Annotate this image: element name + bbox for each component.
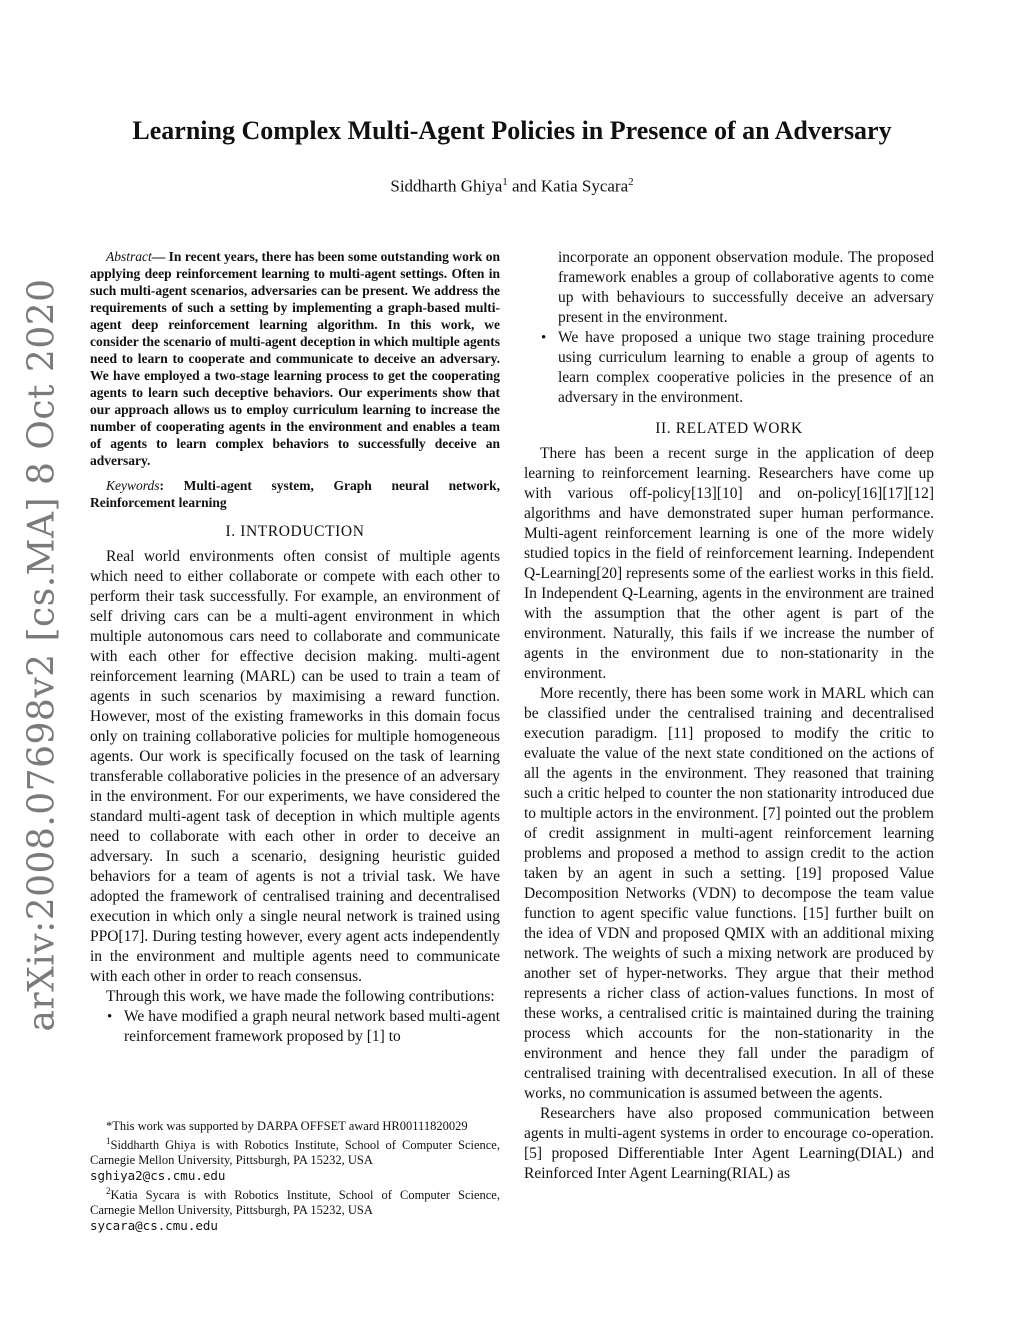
author-2-email: sycara@cs.cmu.edu <box>90 1218 218 1234</box>
author-2-affiliation-mark: 2 <box>628 176 634 188</box>
footnote-1-text: Siddharth Ghiya is with Robotics Institute, School of Computer Science, Carnegie Mellon University, Pittsburgh, PA 15232, USA <box>90 1138 500 1168</box>
contributions-list <box>90 1007 500 1047</box>
arxiv-identifier-stamp <box>12 278 72 1032</box>
contribution-item-2: • We have proposed a unique two stage training procedure using curriculum learning to enable a group of agents to learn complex cooperative policies in the presence of an adversary in the environment. <box>558 328 934 408</box>
abstract-text: — In recent years, there has been some outstanding work on applying deep reinforcement learning to multi-agent settings. Often in such multi-agent scenarios, adversaries can be present. We address the requirements of such a setting by implementing a graph-based multi-agent deep reinforcement learning algorithm. In this work, we consider the scenario of multi-agent deception in which multiple agents need to learn to cooperate and communicate to deceive an adversary. We have employed a two-stage learning process to get the cooperating agents to learn such deceptive behaviors. Our experiments show that our approach allows us to employ curriculum learning to increase the number of cooperating agents in the environment and enables a team of agents to learn complex behaviors to successfully deceive an adversary. <box>90 249 500 468</box>
contributions-list-continued <box>524 328 934 408</box>
arxiv-identifier-text: arXiv:2008.07698v2 [cs.MA] 8 Oct 2020 <box>21 278 63 1032</box>
section-heading-introduction: I. INTRODUCTION <box>225 523 365 540</box>
author-1-name: Siddharth Ghiya <box>390 176 503 196</box>
right-column <box>524 248 934 1184</box>
keywords-text: : Multi-agent system, Graph neural network, Reinforcement learning <box>90 478 500 510</box>
footnote-funding: *This work was supported by DARPA OFFSET award HR00111820029 <box>106 1119 468 1133</box>
left-column <box>90 248 500 1047</box>
intro-paragraph-1: Real world environments often consist of multiple agents which need to either collaborate or compete with each other to perform their task successfully. For example, an environment of self driving cars can be a multi-agent environment in which multiple autonomous cars need to collaborate and communicate with each other for effective decision making. multi-agent reinforcement learning (MARL) can be used to train a team of agents in such scenarios by maximising a reward function. However, most of the existing frameworks in this domain focus only on training collaborative policies for multiple homogeneous agents. Our work is specifically focused on the task of learning transferable collaborative policies in the presence of an adversary in the environment. For our experiments, we have considered the standard multi-agent task of deception in which multiple agents need to collaborate with each other in order to deceive an adversary. In such a scenario, designing heuristic guided behaviors for a team of agents is not a trivial task. We have adopted the framework of centralised training and decentralised execution in which only a single neural network is trained using PPO[17]. During testing however, every agent acts independently in the environment and multiple agents need to communicate with each other in order to reach consensus. <box>90 548 500 985</box>
keywords-label: Keywords <box>106 478 160 493</box>
abstract-label: Abstract <box>106 249 152 264</box>
contribution-item-1-continued: incorporate an opponent observation module. The proposed framework enables a group of collaborative agents to come up with behaviours to successfully deceive an adversary present in the environment. <box>558 249 934 326</box>
author-1-email: sghiya2@cs.cmu.edu <box>90 1168 226 1184</box>
section-heading-related-work: II. RELATED WORK <box>655 420 803 437</box>
keywords <box>90 477 500 511</box>
related-paragraph-3: Researchers have also proposed communication between agents in multi-agent systems in order to encourage co-operation. [5] proposed Differentiable Inter Agent Learning(DIAL) and Reinforced Inter Agent Learning(RIAL) as <box>524 1105 934 1182</box>
contribution-item-1-start: • We have modified a graph neural network based multi-agent reinforcement framework proposed by [1] to <box>124 1007 500 1047</box>
author-2-name: Katia Sycara <box>540 176 629 196</box>
related-paragraph-1: There has been a recent surge in the application of deep learning to reinforcement learning. Researchers have come up with various off-policy[13][10] and on-policy[16][17][12] algorithms and have demonstrated super human performance. Multi-agent reinforcement learning is one of the more widely studied topics in the field of reinforcement learning. Independent Q-Learning[20] represents some of the earliest works in this field. In Independent Q-Learning, agents in the environment are trained with the assumption that the other agent is part of the environment. Naturally, this fails if we increase the number of agents in the environment due to non-stationarity in the environment. <box>524 445 934 682</box>
related-paragraph-2: More recently, there has been some work in MARL which can be classified under the centralised training and decentralised execution paradigm. [11] proposed to modify the critic to evaluate the value of the next state conditioned on the actions of all the agents in the environment. They reasoned that training such a critic helped to counter the non stationarity introduced due to multiple actors in the environment. [7] pointed out the problem of credit assignment in multi-agent reinforcement learning problems and proposed a method to assign credit to the action taken by an agent in such a setting. [19] proposed Value Decomposition Networks (VDN) to decompose the team value function to agent specific value functions. [15] further built on the idea of VDN and proposed QMIX with an additional mixing network. The weights of such a mixing network are produced by another set of hyper-networks. They argue that their method represents a richer class of action-values functions. In most of these works, a centralised critic is maintained during the training process which accounts for the non-stationarity in the environment and hence they fall under the paradigm of centralised training with decentralised execution. In all of these works, no communication is assumed between the agents. <box>524 685 934 1102</box>
footnote-author-1 <box>90 1134 500 1184</box>
paper-title: Learning Complex Multi-Agent Policies in Presence of an Adversary <box>132 116 892 145</box>
author-1-affiliation-mark: 1 <box>502 176 508 188</box>
intro-paragraph-2: Through this work, we have made the following contributions: <box>106 988 495 1005</box>
abstract <box>90 248 500 469</box>
author-line <box>0 176 1024 197</box>
author-joiner: and <box>507 176 541 196</box>
footnote-author-2 <box>90 1184 500 1234</box>
footnote-2-mark: 2 <box>106 1186 111 1197</box>
footnotes <box>90 1119 500 1234</box>
footnote-2-text: Katia Sycara is with Robotics Institute, School of Computer Science, Carnegie Mellon University, Pittsburgh, PA 15232, USA <box>90 1188 500 1218</box>
footnote-1-mark: 1 <box>106 1136 111 1146</box>
